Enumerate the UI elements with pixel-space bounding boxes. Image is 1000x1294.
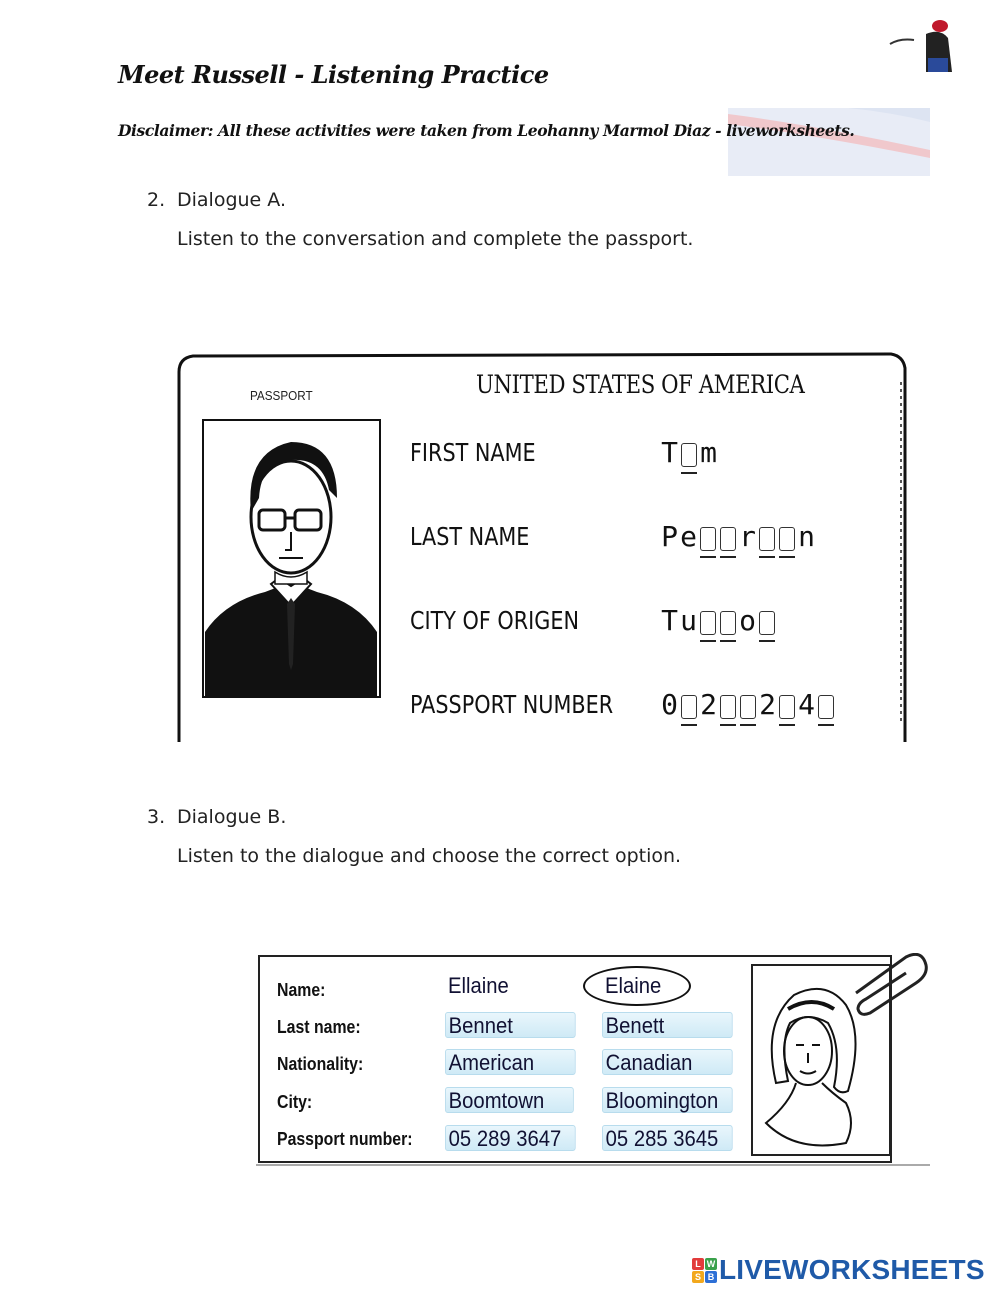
given-letter: T bbox=[661, 604, 678, 637]
option-last-name-1[interactable]: Bennet bbox=[445, 1012, 576, 1038]
field-label-last-name: LAST NAME bbox=[410, 522, 530, 551]
liveworksheets-brand: LIVEWORKSHEETS bbox=[719, 1254, 985, 1285]
field-label-city: CITY OF ORIGEN bbox=[410, 606, 580, 635]
answer-blank-box[interactable] bbox=[681, 695, 697, 719]
field-label-first-name: FIRST NAME bbox=[410, 438, 536, 467]
decorative-banner bbox=[728, 108, 930, 176]
option-nationality-1[interactable]: American bbox=[445, 1049, 576, 1075]
field-label-passport-number: PASSPORT NUMBER bbox=[410, 690, 614, 719]
given-letter: r bbox=[739, 520, 756, 553]
given-letter: o bbox=[739, 604, 756, 637]
section-b-number: 3. bbox=[147, 806, 166, 828]
field-value-last-name bbox=[660, 520, 816, 553]
logo-letter-l: L bbox=[692, 1258, 704, 1270]
disclaimer-text: Disclaimer: All these activities were taken from Leohanny Marmol Diaz - liveworksheets. bbox=[118, 121, 855, 140]
section-b-instruction: Listen to the dialogue and choose the correct option. bbox=[177, 845, 682, 867]
row-label-name: Name: bbox=[277, 980, 326, 1000]
row-label-nationality: Nationality: bbox=[277, 1054, 364, 1074]
given-letter: 0 bbox=[661, 688, 678, 721]
field-value-first-name bbox=[660, 436, 718, 469]
passport-label: PASSPORT bbox=[250, 388, 313, 403]
given-letter: m bbox=[700, 436, 717, 469]
given-letter: e bbox=[680, 520, 697, 553]
section-a-heading bbox=[147, 189, 286, 211]
option-city-1[interactable]: Boomtown bbox=[445, 1087, 574, 1113]
logo-letter-w: W bbox=[706, 1258, 716, 1269]
given-letter: 4 bbox=[798, 688, 815, 721]
option-passport-number-2[interactable]: 05 285 3645 bbox=[602, 1125, 733, 1151]
logo-letter-s: S bbox=[692, 1271, 704, 1283]
field-value-city bbox=[660, 604, 777, 637]
section-b-title: Dialogue B. bbox=[177, 806, 287, 828]
answer-blank-box[interactable] bbox=[759, 611, 775, 635]
passport-country: UNITED STATES OF AMERICA bbox=[476, 370, 805, 399]
option-city-2[interactable]: Bloomington bbox=[602, 1087, 733, 1113]
section-a-title: Dialogue A. bbox=[177, 189, 286, 211]
field-value-passport-number bbox=[660, 688, 836, 721]
option-name-1[interactable]: Ellaine bbox=[448, 973, 509, 998]
given-letter: 2 bbox=[759, 688, 776, 721]
section-a-instruction: Listen to the conversation and complete the passport. bbox=[177, 228, 694, 250]
answer-blank-box[interactable] bbox=[740, 695, 756, 719]
answer-blank-box[interactable] bbox=[720, 527, 736, 551]
given-letter: T bbox=[661, 436, 678, 469]
liveworksheets-logo-icon bbox=[692, 1258, 717, 1283]
row-label-last-name: Last name: bbox=[277, 1017, 361, 1037]
answer-blank-box[interactable] bbox=[720, 695, 736, 719]
answer-blank-box[interactable] bbox=[681, 443, 697, 467]
section-a-number: 2. bbox=[147, 189, 166, 211]
answer-blank-box[interactable] bbox=[759, 527, 775, 551]
answer-blank-box[interactable] bbox=[779, 527, 795, 551]
option-nationality-2[interactable]: Canadian bbox=[602, 1049, 733, 1075]
option-last-name-2[interactable]: Benett bbox=[602, 1012, 733, 1038]
given-letter: 2 bbox=[700, 688, 717, 721]
section-b-heading bbox=[147, 806, 286, 828]
given-letter: P bbox=[661, 520, 678, 553]
given-letter: u bbox=[680, 604, 697, 637]
answer-blank-box[interactable] bbox=[818, 695, 834, 719]
given-letter: n bbox=[798, 520, 815, 553]
page-title: Meet Russell - Listening Practice bbox=[118, 60, 549, 89]
answer-blank-box[interactable] bbox=[700, 527, 716, 551]
answer-blank-box[interactable] bbox=[700, 611, 716, 635]
row-label-city: City: bbox=[277, 1092, 313, 1112]
option-passport-number-1[interactable]: 05 289 3647 bbox=[445, 1125, 576, 1151]
answer-blank-box[interactable] bbox=[779, 695, 795, 719]
answer-blank-box[interactable] bbox=[720, 611, 736, 635]
logo-letter-b: B bbox=[705, 1271, 717, 1283]
liveworksheets-logo bbox=[692, 1254, 985, 1286]
row-label-passport-number: Passport number: bbox=[277, 1129, 413, 1149]
option-name-2[interactable]: Elaine bbox=[605, 973, 662, 998]
header-photo-icon bbox=[884, 14, 958, 74]
